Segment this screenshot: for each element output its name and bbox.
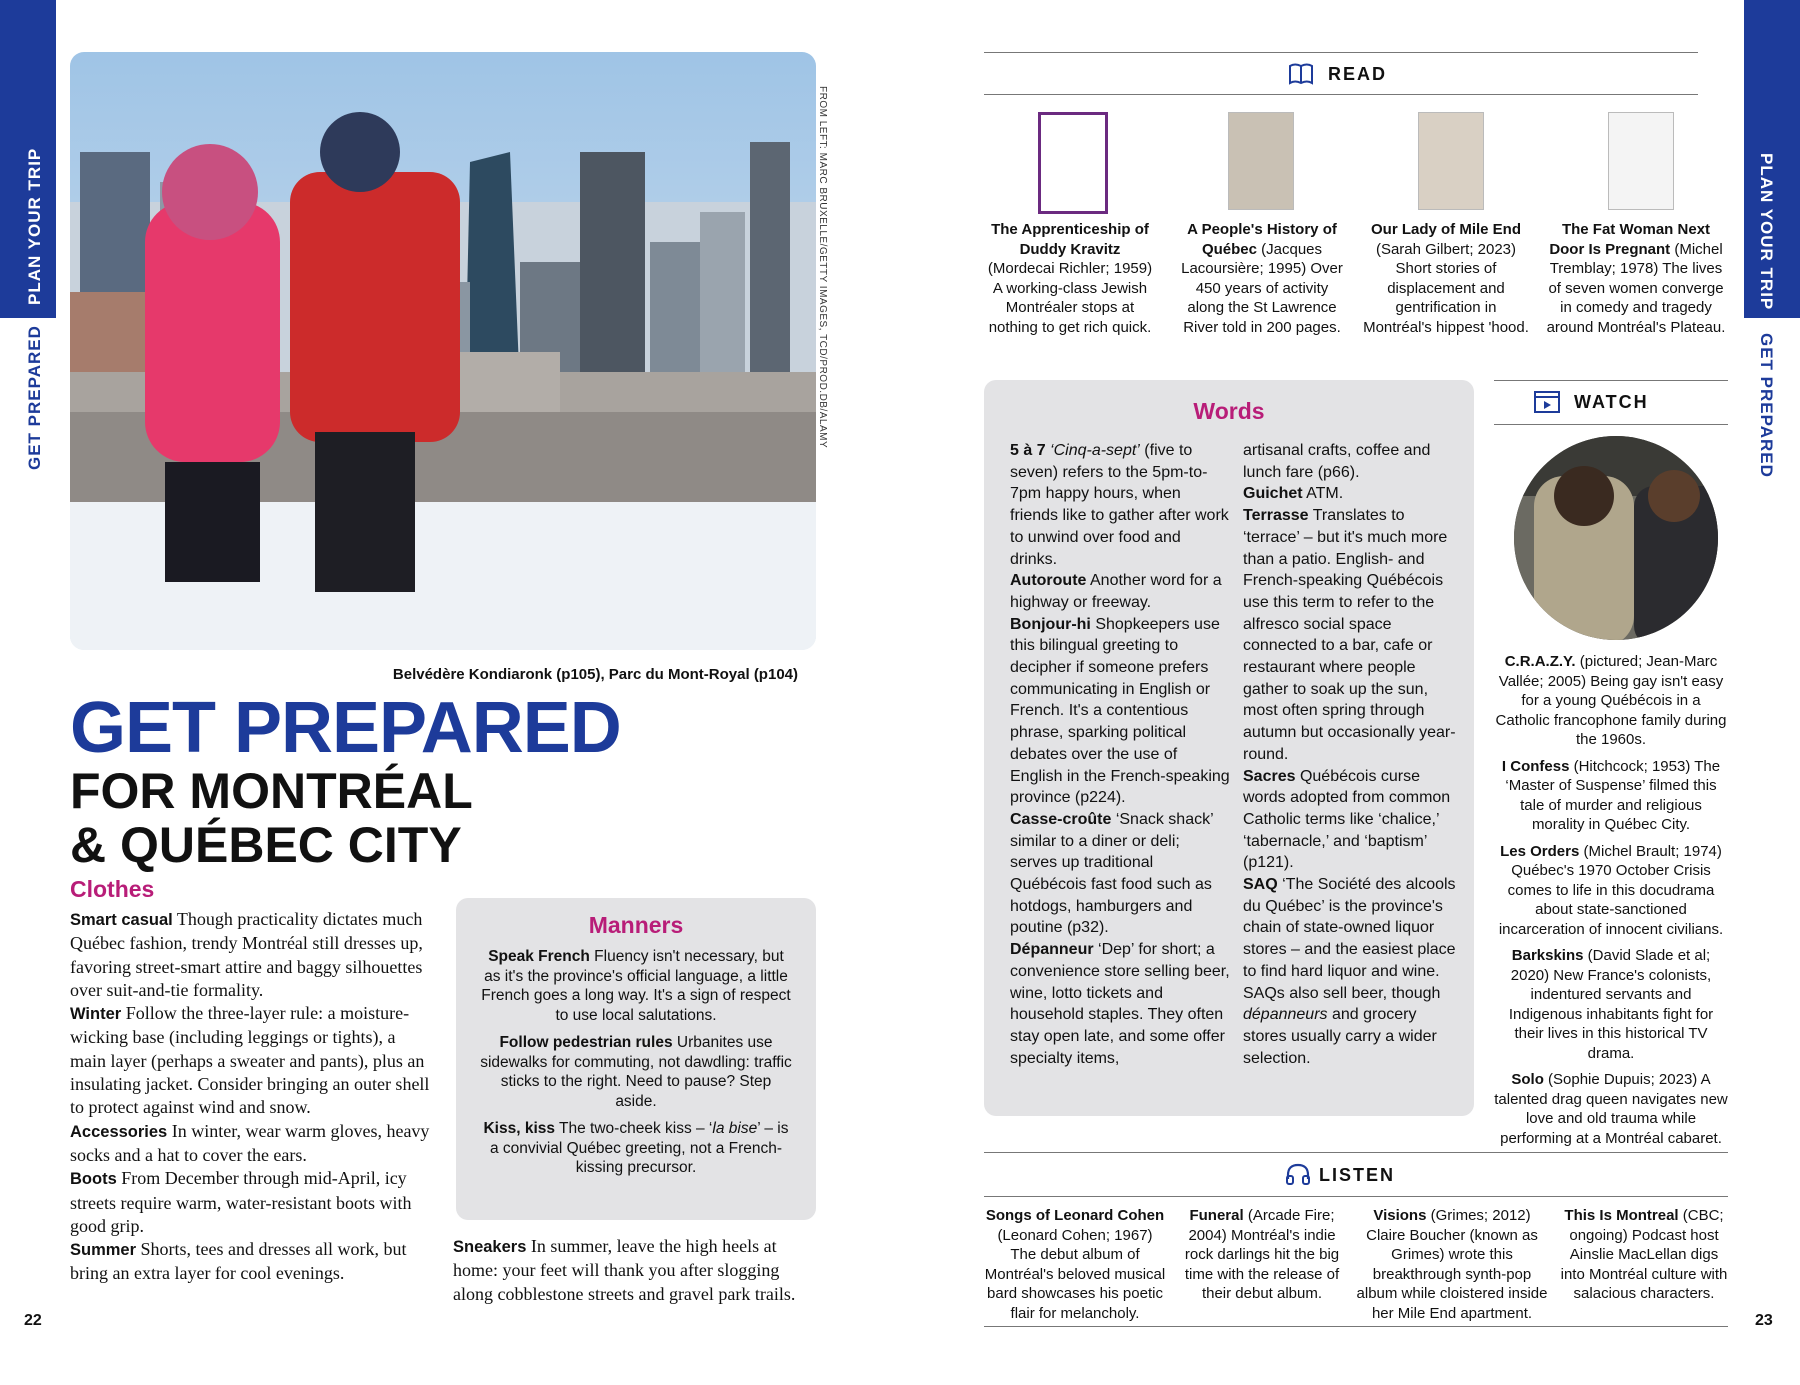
book-cover-1 (1038, 112, 1108, 214)
clothes-item: Accessories In winter, wear warm gloves, heavy socks and a hat to cover the ears. (70, 1120, 430, 1165)
word-item: Casse-croûte ‘Snack shack’ similar to a diner or deli; serves up traditional Québécois fast food such as hotdogs, hamburgers and poutine (p32). (1010, 810, 1214, 937)
book-cover-4 (1608, 112, 1674, 210)
photo-caption: Belvédère Kondiaronk (p105), Parc du Mont-Royal (p104) (392, 666, 798, 683)
word-item: 5 à 7 ‘Cinq-a-sept’ (five to seven) refers to the 5pm-to-7pm happy hours, when friends like to gather after work to unwind over food and drinks. (1010, 442, 1229, 568)
read-heading: READ (1328, 64, 1388, 84)
left-tab-label-plan: PLAN YOUR TRIP (25, 147, 44, 305)
right-tab-label-section: GET PREPARED (1757, 333, 1776, 478)
word-item: Autoroute Another word for a highway or freeway. (1010, 572, 1222, 611)
listen-end-rule (984, 1326, 1728, 1327)
left-tab-label-section: GET PREPARED (25, 325, 44, 470)
words-column-1 (1010, 440, 1230, 1069)
listen-top-rule (984, 1152, 1728, 1153)
read-bottom-rule (984, 94, 1698, 95)
sneakers-item: Sneakers In summer, leave the high heels at home: your feet will thank you after slogging along cobblestone streets and gravel park trails. (453, 1236, 796, 1304)
watch-top-rule (1494, 380, 1728, 381)
watch-item: C.R.A.Z.Y. (pictured; Jean-Marc Vallée; 2005) Being gay isn't easy for a young Québécois in a Catholic francophone family during the 1960s. (1495, 653, 1727, 748)
clothes-item: Winter Follow the three-layer rule: a moisture-wicking base (including leggings or tights), a main layer (perhaps a sweater and pants), plus an insulating jacket. Consider bringing an outer shell to protect against wind and snow. (70, 1003, 430, 1118)
watch-item: Solo (Sophie Dupuis; 2023) A talented drag queen navigates new love and old trauma while performing at a Montréal cabaret. (1494, 1071, 1728, 1147)
watch-item: Les Orders (Michel Brault; 1974) Québec's 1970 October Crisis comes to life in this docudrama about state-sanctioned incarceration of innocent civilians. (1498, 842, 1724, 938)
manners-item: Speak French Fluency isn't necessary, but as it's the province's official language, a little French goes a long way. It's a sign of respect to use local salutations. (481, 948, 791, 1024)
book-icon (1288, 62, 1314, 91)
hero-photo (70, 52, 816, 650)
page-number-left: 22 (24, 1312, 42, 1329)
word-item-continued: artisanal crafts, coffee and lunch fare (p66). (1243, 442, 1431, 481)
page-title: GET PREPARED (70, 688, 621, 768)
watch-item: I Confess (Hitchcock; 1953) The ‘Master of Suspense’ filmed this tale of murder and religious morality in Québec City. (1501, 757, 1721, 833)
listen-item-3: Visions (Grimes; 2012) Claire Boucher (known as Grimes) wrote this breakthrough synth-pop album while cloistered inside her Mile End apartment. (1356, 1207, 1548, 1322)
word-item: Guichet ATM. (1243, 485, 1344, 503)
book-item-4: The Fat Woman Next Door Is Pregnant (Michel Tremblay; 1978) The lives of seven women converge in comedy and tragedy around Montréal's Plateau. (1546, 221, 1726, 336)
page-subtitle-line1: FOR MONTRÉAL (70, 763, 473, 819)
clothes-item: Boots From December through mid-April, icy streets require warm, water-resistant boots with good grip. (70, 1168, 412, 1236)
book-cover-2 (1228, 112, 1294, 210)
book-item-2: A People's History of Québec (Jacques Lacoursière; 1995) Over 450 years of activity along the St Lawrence River told in 200 pages. (1181, 221, 1343, 336)
watch-item: Barkskins (David Slade et al; 2020) New France's colonists, indentured servants and Indigenous inhabitants fight for their lives in this historical TV drama. (1508, 947, 1714, 1062)
page-number-right: 23 (1755, 1312, 1773, 1329)
book-cover-3 (1418, 112, 1484, 210)
headphones-icon (1285, 1162, 1311, 1191)
listen-item-2: Funeral (Arcade Fire; 2004) Montréal's indie rock darlings hit the big time with the release of their debut album. (1184, 1207, 1340, 1302)
watch-heading: WATCH (1574, 392, 1649, 412)
word-item: Dépanneur ‘Dep’ for short; a convenience store selling beer, wine, lotto tickets and household staples. They often stay open late, and some offer specialty items, (1010, 941, 1230, 1067)
read-top-rule (984, 52, 1698, 53)
watch-bottom-rule (1494, 424, 1728, 425)
film-still-photo (1514, 436, 1718, 640)
word-item: Bonjour-hi Shopkeepers use this bilingual greeting to decipher if someone prefers communicating in English or French. It's a contentious phrase, sparking political debates over the use of English in the French-speaking province (p224). (1010, 615, 1230, 807)
photo-credit: FROM LEFT: MARC BRUXELLE/GETTY IMAGES, TCD/PROD.DB/ALAMY (817, 86, 828, 449)
clapperboard-icon (1533, 388, 1561, 419)
listen-heading: LISTEN (1319, 1165, 1396, 1185)
book-item-3: Our Lady of Mile End (Sarah Gilbert; 2023) Short stories of displacement and gentrification in Montréal's hippest 'hood. (1363, 221, 1529, 336)
listen-item-4: This Is Montreal (CBC; ongoing) Podcast host Ainslie MacLellan digs into Montréal culture with salacious characters. (1560, 1207, 1728, 1302)
word-item: Sacres Québécois curse words adopted from common Catholic terms like ‘chalice,’ ‘tabernacle,’ and ‘baptism’ (p121). (1243, 767, 1451, 872)
manners-item: Kiss, kiss The two-cheek kiss – ‘la bise’ – is a convivial Québec greeting, not a French-kissing precursor. (483, 1120, 789, 1176)
manners-item: Follow pedestrian rules Urbanites use sidewalks for commuting, not dawdling: traffic sticks to the right. Need to pause? Step aside. (480, 1034, 792, 1110)
manners-heading: Manners (588, 912, 684, 938)
word-item: SAQ ‘The Société des alcools du Québec’ is the province's chain of state-owned liquor stores – and the easiest place to find hard liquor and wine. SAQs also sell beer, though dépanneurs and grocery stores usually carry a wider selection. (1243, 876, 1456, 1067)
clothes-item: Summer Shorts, tees and dresses all work, but bring an extra layer for cool evenings. (70, 1239, 407, 1284)
listen-bottom-rule (984, 1196, 1728, 1197)
watch-list (1494, 652, 1728, 1155)
word-item: Terrasse Translates to ‘terrace’ – but it's much more than a patio. English- and French-speaking Québécois use this term to refer to the alfresco social space connected to a bar, cafe or restaurant where people gather to soak up the sun, most often spring through autumn but occasionally year-round. (1243, 507, 1456, 763)
manners-box (456, 898, 816, 1220)
page-subtitle-line2: & QUÉBEC CITY (70, 817, 462, 873)
book-item-1: The Apprenticeship of Duddy Kravitz (Mordecai Richler; 1959) A working-class Jewish Montréaler stops at nothing to get rich quick. (987, 221, 1153, 336)
clothes-list (70, 908, 432, 1286)
clothes-heading: Clothes (70, 876, 155, 902)
right-tab-label-plan: PLAN YOUR TRIP (1757, 153, 1776, 311)
words-heading: Words (1193, 398, 1265, 424)
clothes-item: Smart casual Though practicality dictates much Québec fashion, trendy Montréal still dresses up, favoring street-smart attire and baggy silhouettes over suit-and-tie formality. (70, 909, 423, 1000)
listen-item-1: Songs of Leonard Cohen (Leonard Cohen; 1967) The debut album of Montréal's beloved musical bard showcases his poetic flair for melancholy. (984, 1207, 1166, 1322)
words-column-2 (1243, 440, 1458, 1069)
